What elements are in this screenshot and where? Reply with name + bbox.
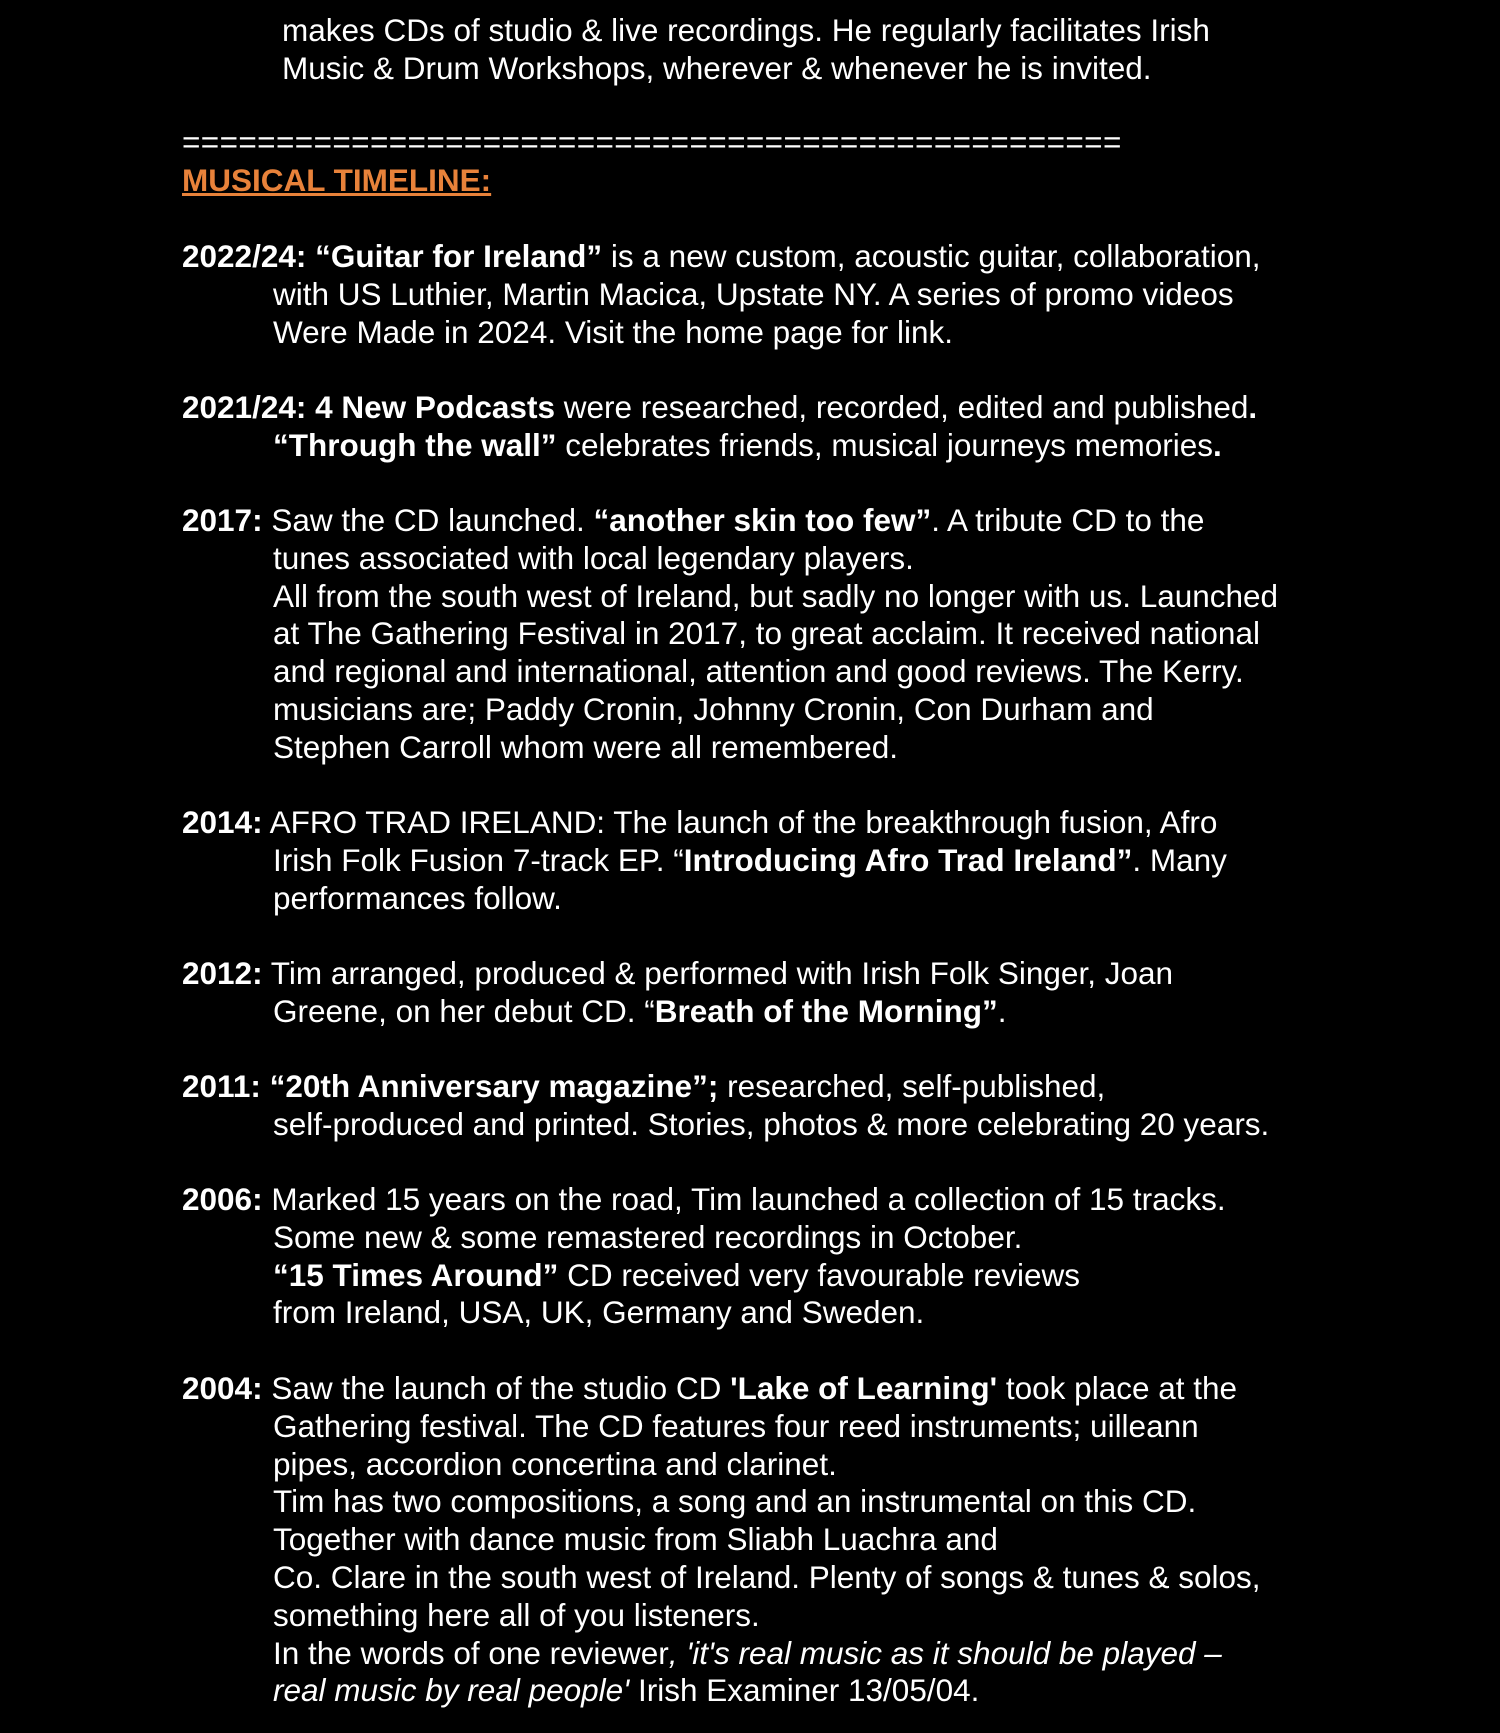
entry-line: at The Gathering Festival in 2017, to great acclaim. It received national [273, 615, 1260, 652]
entry-title: Introducing Afro Trad Ireland” [683, 841, 1133, 878]
entry-line: Stephen Carroll whom were all remembered. [273, 728, 899, 765]
entry-line: 2006: Marked 15 years on the road, Tim launched a collection of 15 tracks. [182, 1181, 1226, 1217]
entry-line: Some new & some remastered recordings in October. [273, 1218, 1023, 1255]
entry-line: with US Luthier, Martin Macica, Upstate NY. A series of promo videos [273, 275, 1234, 312]
entry-line: 2012: Tim arranged, produced & performed with Irish Folk Singer, Joan [182, 955, 1174, 991]
intro-line: makes CDs of studio & live recordings. He regularly facilitates Irish [282, 12, 1210, 48]
intro-paragraph [282, 12, 1210, 88]
timeline-entry-2012 [182, 955, 1173, 1031]
entry-title: Breath of the Morning” [654, 992, 998, 1029]
entry-line: “Through the wall” celebrates friends, musical journeys memories. [273, 426, 1222, 463]
entry-line: something here all of you listeners. [273, 1596, 760, 1633]
timeline-entry-2021 [182, 389, 1257, 465]
entry-line: from Ireland, USA, UK, Germany and Sweden. [273, 1294, 925, 1331]
entry-line: Tim has two compositions, a song and an instrumental on this CD. [273, 1483, 1197, 1520]
entry-year: 2014: [182, 804, 263, 840]
entry-line: Gathering festival. The CD features four reed instruments; uilleann [273, 1407, 1199, 1444]
entry-line: Were Made in 2024. Visit the home page for link. [273, 313, 953, 350]
entry-line: Greene, on her debut CD. “Breath of the Morning”. [273, 992, 1007, 1029]
review-quote: real music by real people' [273, 1672, 630, 1709]
entry-line: “15 Times Around” CD received very favourable reviews [273, 1256, 1081, 1293]
timeline-entry-2014 [182, 804, 1227, 917]
entry-line: 2014: AFRO TRAD IRELAND: The launch of the breakthrough fusion, Afro [182, 804, 1218, 840]
entry-line: Co. Clare in the south west of Ireland. Plenty of songs & tunes & solos, [273, 1558, 1261, 1595]
entry-year: 2004: [182, 1370, 263, 1406]
entry-year: 2006: [182, 1181, 263, 1217]
entry-year: 2012: [182, 955, 263, 991]
entry-title: “15 Times Around” [273, 1256, 559, 1293]
entry-line: 2022/24: “Guitar for Ireland” is a new custom, acoustic guitar, collaboration, [182, 238, 1261, 274]
entry-line: musicians are; Paddy Cronin, Johnny Cronin, Con Durham and [273, 690, 1154, 727]
musical-timeline-heading: MUSICAL TIMELINE: [182, 162, 492, 198]
entry-title: “another skin too few” [593, 502, 932, 538]
entry-line: Irish Folk Fusion 7-track EP. “Introducing Afro Trad Ireland”. Many [273, 841, 1227, 878]
intro-line: Music & Drum Workshops, wherever & whenever he is invited. [282, 49, 1152, 86]
entry-line: 2011: “20th Anniversary magazine”; researched, self-published, [182, 1068, 1106, 1104]
timeline-entry-2006 [182, 1181, 1226, 1332]
entry-year: 2022/24: [182, 238, 307, 274]
entry-line: 2017: Saw the CD launched. “another skin too few”. A tribute CD to the [182, 502, 1205, 538]
timeline-entry-2017 [182, 502, 1278, 767]
entry-line: All from the south west of Ireland, but sadly no longer with us. Launched [273, 577, 1279, 614]
entry-title: “20th Anniversary magazine”; [260, 1068, 719, 1104]
timeline-entry-2004 [182, 1370, 1261, 1710]
entry-title: “Guitar for Ireland” [306, 238, 603, 274]
section-divider: ================================================== [182, 124, 1122, 160]
entry-line: 2021/24: 4 New Podcasts were researched, recorded, edited and published. [182, 389, 1258, 425]
timeline-entry-2011 [182, 1068, 1269, 1144]
entry-line: In the words of one reviewer, 'it's real music as it should be played – [273, 1634, 1222, 1671]
entry-line: tunes associated with local legendary players. [273, 539, 914, 576]
entry-year: 2011: [182, 1068, 261, 1104]
entry-line: self-produced and printed. Stories, photos & more celebrating 20 years. [273, 1105, 1270, 1142]
entry-title: 'Lake of Learning' [730, 1370, 998, 1406]
timeline-entry-2022 [182, 238, 1261, 351]
review-quote: , 'it's real music as it should be played – [668, 1634, 1222, 1671]
entry-line: Together with dance music from Sliabh Luachra and [273, 1521, 998, 1558]
entry-line: real music by real people' Irish Examiner 13/05/04. [273, 1672, 980, 1709]
entry-line: and regional and international, attention and good reviews. The Kerry. [273, 653, 1244, 690]
entry-line: performances follow. [273, 879, 562, 916]
entry-line: pipes, accordion concertina and clarinet. [273, 1445, 837, 1482]
entry-line: 2004: Saw the launch of the studio CD 'Lake of Learning' took place at the [182, 1370, 1238, 1406]
entry-year: 2017: [182, 502, 263, 538]
entry-title: 4 New Podcasts [306, 389, 555, 425]
entry-year: 2021/24: [182, 389, 307, 425]
entry-title: “Through the wall” [273, 426, 557, 463]
